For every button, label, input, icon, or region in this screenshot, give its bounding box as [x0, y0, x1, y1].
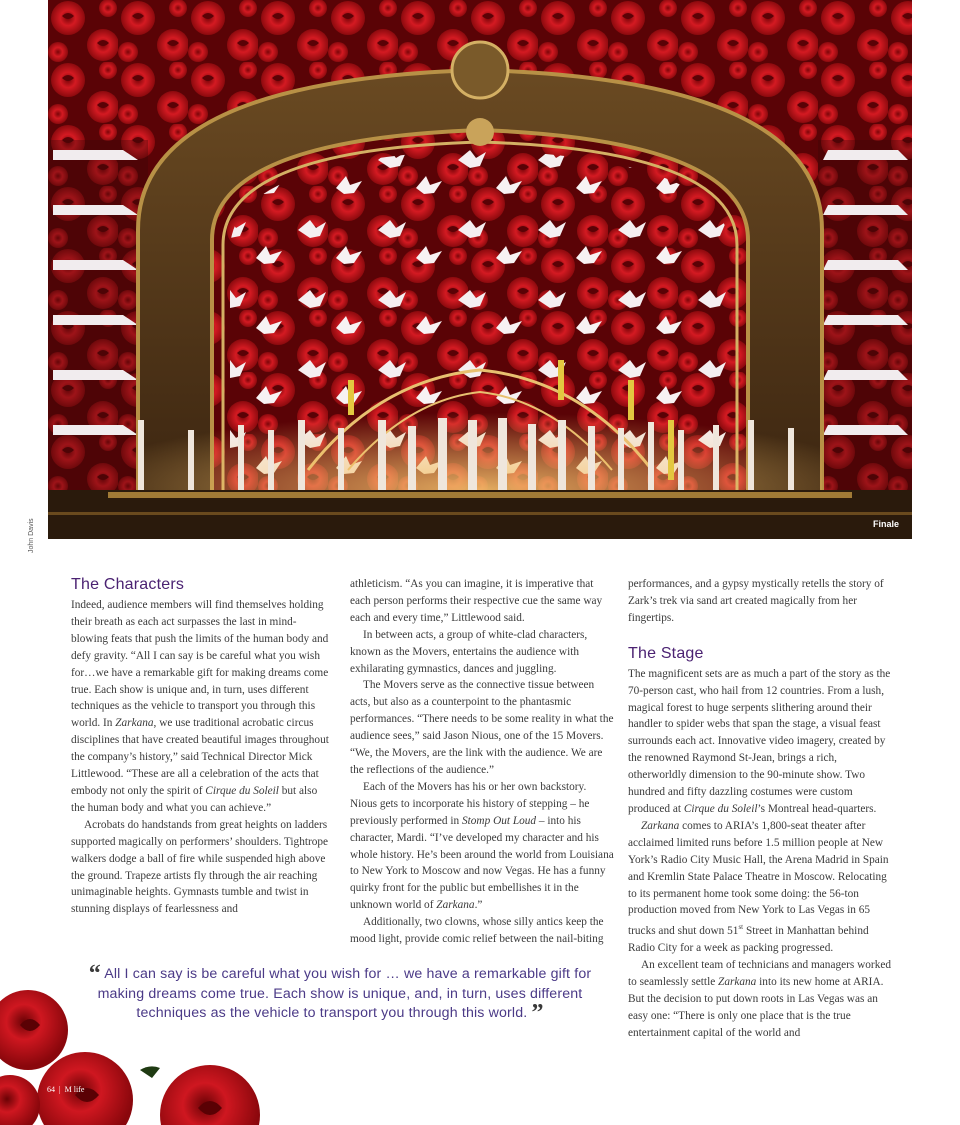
- photo-caption: Finale: [872, 519, 899, 529]
- body-paragraph: Indeed, audience members will find themselves holding their breath as each act surpasses the last in mind-blowing feats that push the limits of the human body and defy gravity. “All I can say is be careful what you wish for…we have a remarkable gift for making dreams come true. Each show is unique and, in turn, uses different techniques as the vehicle to transport you through this world. In Zarkana, we use traditional acrobatic circus disciplines that have created beautiful images throughout the company’s history,” said Technical Director Mick Littlewood. “These are all a celebration of the acts that embody not only the spirit of Cirque du Soleil but also the human body and what you can achieve.”: [71, 599, 329, 814]
- body-paragraph: Zarkana comes to ARIA’s 1,800-seat theater after acclaimed limited runs before 1.5 million people at New York’s Radio City Music Hall, the Arena Madrid in Spain and Kremlin State Palace Theatre in Moscow. Relocating to its permanent home took some doing: the 56-ton production moved from New York to Las Vegas in 65 trucks and shut down 51st Street in Manhattan behind Radio City for a week as packing progressed.: [628, 819, 889, 954]
- body-paragraph: performances, and a gypsy mystically retells the story of Zark’s trek via sand art created magically from her fingertips.: [628, 578, 884, 624]
- stage-illustration: [48, 0, 912, 539]
- column-2: [350, 576, 614, 948]
- page-footer: 64 | M life: [47, 1085, 85, 1094]
- open-quote-mark: “: [88, 961, 101, 987]
- publication-name: M life: [64, 1085, 85, 1094]
- body-paragraph: In between acts, a group of white-clad characters, known as the Movers, entertains the audience with exhilarating gymnastics, dances and juggling.: [350, 628, 588, 675]
- body-paragraph: Each of the Movers has his or her own backstory. Nious gets to incorporate his history of stepping – he previously performed in Stomp Out Loud – into his character, Mardi. “I’ve developed my character and his whole history. He’s been around the world from Louisiana to New York to Moscow and now Vegas. He has a funny quirky front for the public but embellishes it in the unknown world of Zarkana.”: [350, 780, 614, 912]
- roses-decoration: [0, 990, 280, 1125]
- column-1: [71, 576, 333, 918]
- body-paragraph: An excellent team of technicians and managers worked to seamlessly settle Zarkana into its new home at ARIA. But the decision to put down roots in Las Vegas was an easy one: “There is only one place that is the true entertainment capital of the world and: [628, 958, 891, 1039]
- column-3: [628, 576, 893, 1041]
- section-heading-stage: The Stage: [628, 644, 704, 662]
- hero-photo: [48, 0, 912, 539]
- close-quote-mark: ”: [531, 1000, 544, 1027]
- photo-credit: John Davis: [28, 518, 35, 553]
- body-paragraph: Additionally, two clowns, whose silly antics keep the mood light, provide comic relief between the nail-biting: [350, 916, 604, 946]
- body-paragraph: athleticism. “As you can imagine, it is imperative that each person performs their respective cue the same way each and every time,” Littlewood said.: [350, 578, 603, 624]
- body-paragraph: The Movers serve as the connective tissue between acts, but also as a counterpoint to the phantasmic performances. “There needs to be some reality in what the audience sees,” said Jason Nious, one of the 15 Movers. “We, the Movers, are the link with the audience. We are the reflections of the audience.”: [350, 679, 614, 776]
- section-heading-characters: The Characters: [71, 576, 185, 593]
- page-number: 64: [47, 1085, 55, 1094]
- body-paragraph: Acrobats do handstands from great heights on ladders supported magically on performers’ shoulders. Tightrope walkers dodge a ball of fire while suspended high above the ground. Trapeze artists fly through the air reaching unimaginable heights. Gymnasts tumble and twist in stunning displays of fearlessness and: [71, 818, 329, 916]
- body-paragraph: The magnificent sets are as much a part of the story as the 70-person cast, who hail from 12 countries. From a lush, magical forest to huge serpents slithering around their handler to spider webs that span the stage, a visual feast surrounds each act. Innovative video imagery, created by the renowned Raymond St-Jean, brings a rich, otherworldly dimension to the 90-minute show. Two hundred and fifty dazzling costumes were custom produced at Cirque du Soleil’s Montreal head-quarters.: [628, 667, 891, 815]
- pull-quote-text: All I can say is be careful what you wish for … we have a remarkable gift for making dreams come true. Each show is unique, and, in turn, uses different techniques as the vehicle to transport you through this world.: [97, 966, 592, 1022]
